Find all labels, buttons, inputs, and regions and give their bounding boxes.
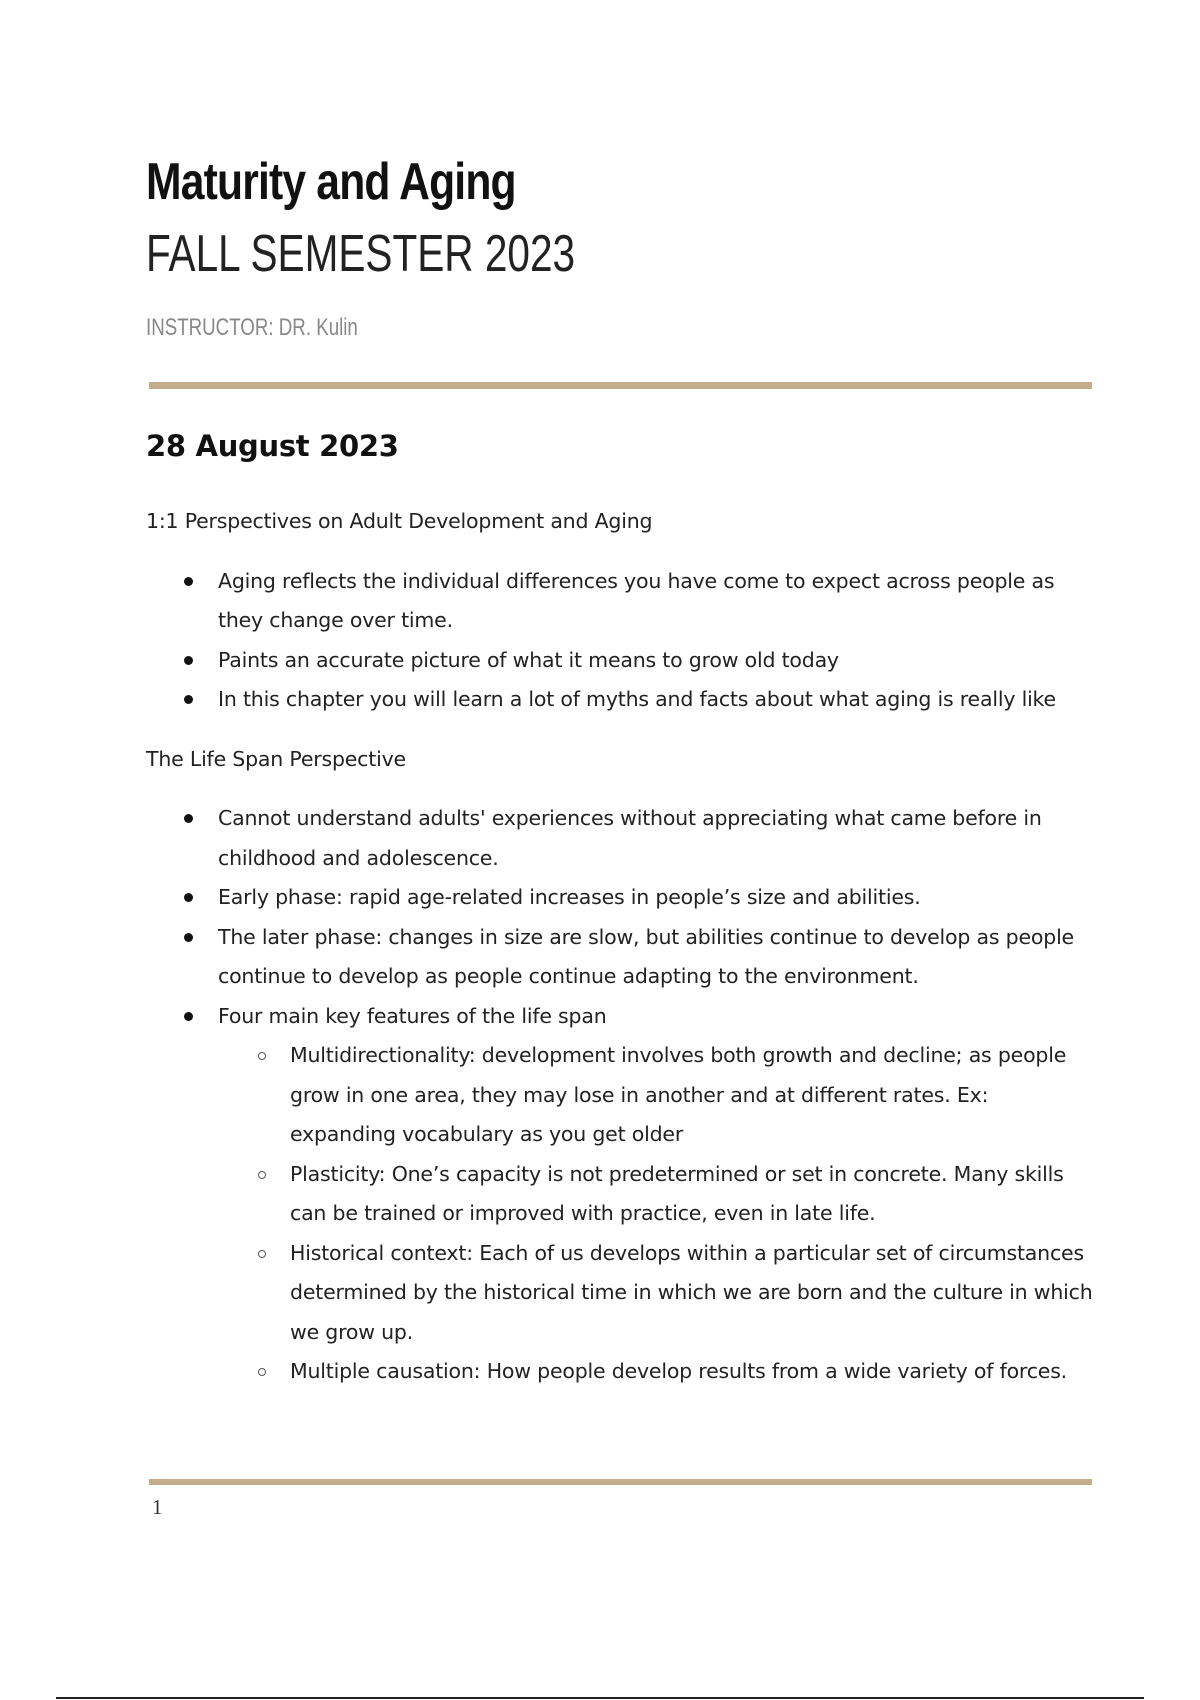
list-item: [146, 878, 1106, 918]
instructor-line: INSTRUCTOR: DR. Kulin: [146, 314, 358, 341]
bullet-icon: [184, 1012, 193, 1021]
life-span-bullet-list: [146, 799, 1106, 1392]
page-bottom-edge: [56, 1697, 1144, 1699]
hollow-bullet-icon: [258, 1250, 266, 1258]
list-item: [146, 641, 1106, 681]
list-item: [146, 799, 1106, 878]
semester-subtitle: FALL SEMESTER 2023: [146, 225, 576, 283]
bullet-icon: [184, 656, 193, 665]
bullet-icon: [184, 814, 193, 823]
section-heading-perspectives: 1:1 Perspectives on Adult Development and Aging: [146, 509, 653, 533]
perspectives-bullet-list: [146, 562, 1106, 720]
bullet-icon: [184, 695, 193, 704]
list-item-text: Four main key features of the life span: [218, 1003, 607, 1028]
entry-date-heading: 28 August 2023: [146, 429, 399, 463]
list-item-text: Paints an accurate picture of what it means to grow old today: [218, 647, 839, 672]
list-item-text: Early phase: rapid age-related increases in people’s size and abilities.: [218, 885, 921, 909]
course-title: Maturity and Aging: [146, 153, 516, 211]
page-number: 1: [152, 1495, 163, 1519]
hollow-bullet-icon: [258, 1052, 266, 1060]
sub-list-item-text: Multiple causation: How people develop results from a wide variety of forces.: [290, 1359, 1067, 1383]
header-divider: [149, 382, 1092, 389]
list-item-text: Cannot understand adults' experiences without appreciating what came before in childhood and adolescence.: [218, 806, 1042, 870]
bullet-icon: [184, 893, 193, 902]
list-item-text: Aging reflects the individual differences you have come to expect across people as they change over time.: [218, 568, 1055, 632]
footer-divider: [149, 1479, 1092, 1485]
list-item: [146, 997, 1106, 1392]
sub-list-item-text: Plasticity: One’s capacity is not predetermined or set in concrete. Many skills can be trained or improved with practice, even in late life.: [290, 1161, 1064, 1225]
section-heading-life-span: The Life Span Perspective: [146, 746, 406, 771]
list-item-text: In this chapter you will learn a lot of myths and facts about what aging is really like: [218, 687, 1056, 711]
hollow-bullet-icon: [258, 1368, 266, 1376]
list-item: [146, 562, 1106, 641]
key-features-sub-list: [218, 1036, 1098, 1392]
sub-list-item: [218, 1155, 1098, 1234]
hollow-bullet-icon: [258, 1171, 266, 1179]
sub-list-item-text: Historical context: Each of us develops within a particular set of circumstances determined by the historical time in which we are born and the culture in which we grow up.: [290, 1240, 1093, 1344]
notes-body: [146, 502, 1106, 1392]
sub-list-item: [218, 1234, 1098, 1353]
list-item: [146, 918, 1106, 997]
list-item-text: The later phase: changes in size are slow, but abilities continue to develop as people continue to develop as people continue adapting to the environment.: [218, 924, 1074, 988]
bullet-icon: [184, 933, 193, 942]
bullet-icon: [184, 577, 193, 586]
sub-list-item: [218, 1352, 1098, 1392]
sub-list-item: [218, 1036, 1098, 1155]
list-item: [146, 680, 1106, 720]
sub-list-item-text: Multidirectionality: development involves both growth and decline; as people grow in one area, they may lose in another and at different rates. Ex: expanding vocabulary as you get older: [290, 1043, 1067, 1146]
